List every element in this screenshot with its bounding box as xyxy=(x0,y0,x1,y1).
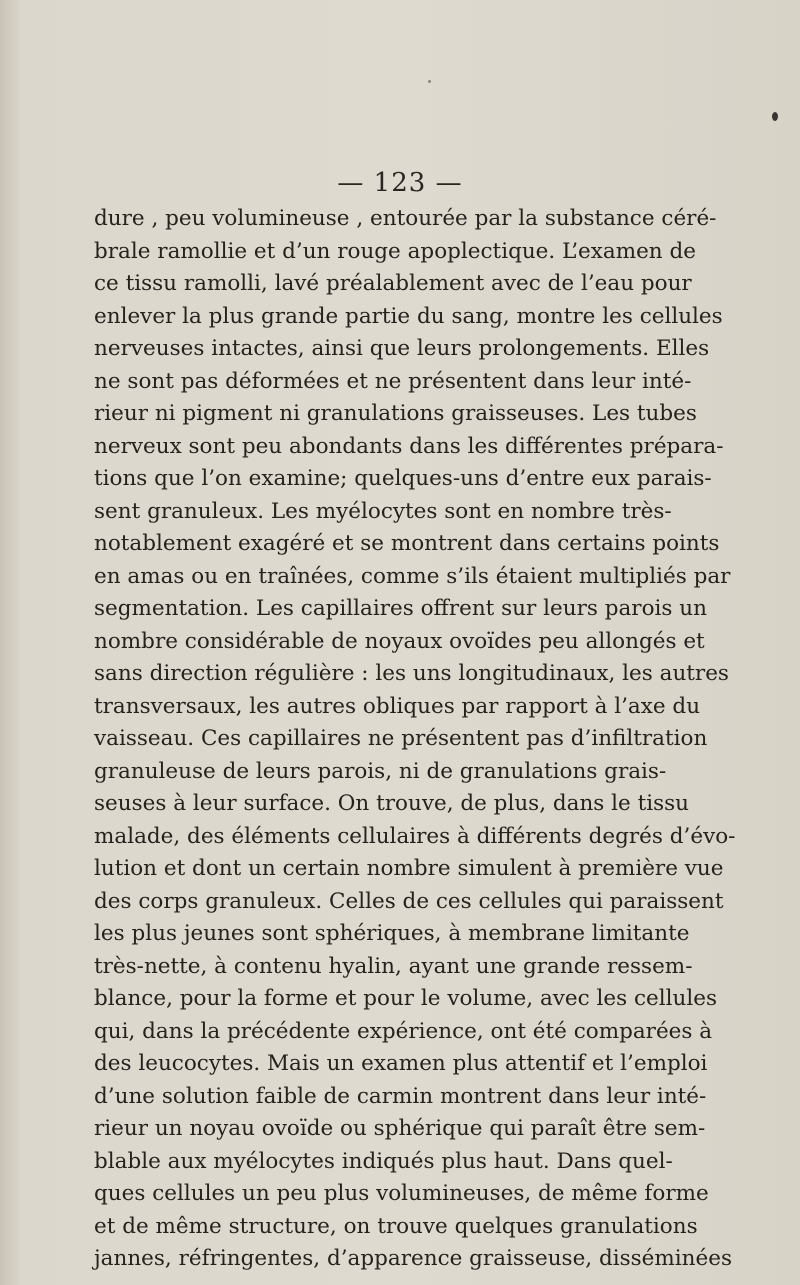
body-text xyxy=(94,203,736,1276)
text-line: segmentation. Les capillaires offrent sur leurs parois un xyxy=(94,596,707,621)
ink-speck xyxy=(772,112,778,121)
text-line: sent granuleux. Les myélocytes sont en nombre très- xyxy=(94,498,672,524)
text-line: granuleuse de leurs parois, ni de granulations grais- xyxy=(94,758,667,784)
text-line: transversaux, les autres obliques par rapport à l’axe du xyxy=(94,693,701,719)
text-line: dure , peu volumineuse , entourée par la substance céré- xyxy=(94,206,717,231)
text-line: brale ramollie et d’un rouge apoplectique. L’examen de xyxy=(94,238,696,264)
text-line: les plus jeunes sont sphériques, à membrane limitante xyxy=(94,921,690,946)
text-line: nerveux sont peu abondants dans les différentes prépara- xyxy=(94,433,724,459)
text-line: sans direction régulière : les uns longitudinaux, les autres xyxy=(94,661,729,686)
text-line: lution et dont un certain nombre simulent à première vue xyxy=(94,856,724,881)
text-line: très-nette, à contenu hyalin, ayant une grande ressem- xyxy=(94,953,693,979)
text-line: enlever la plus grande partie du sang, montre les cellules xyxy=(94,303,723,329)
text-line: blance, pour la forme et pour le volume, avec les cellules xyxy=(94,986,717,1011)
text-line: seuses à leur surface. On trouve, de plus, dans le tissu xyxy=(94,791,690,816)
text-line: notablement exagéré et se montrent dans certains points xyxy=(94,531,720,556)
text-line: ce tissu ramolli, lavé préalablement avec de l’eau pour xyxy=(94,271,692,296)
text-line: des leucocytes. Mais un examen plus attentif et l’emploi xyxy=(94,1051,708,1076)
text-line: tions que l’on examine; quelques-uns d’entre eux parais- xyxy=(94,466,712,491)
ink-speck xyxy=(428,80,431,83)
text-line: vaisseau. Ces capillaires ne présentent pas d’infiltration xyxy=(94,726,708,751)
text-line: ne sont pas déformées et ne présentent dans leur inté- xyxy=(94,368,692,394)
text-line: blable aux myélocytes indiqués plus haut. Dans quel- xyxy=(94,1148,673,1174)
text-line: et de même structure, on trouve quelques granulations xyxy=(94,1213,698,1239)
text-line: nombre considérable de noyaux ovoïdes peu allongés et xyxy=(94,628,705,654)
text-line: d’une solution faible de carmin montrent dans leur inté- xyxy=(94,1083,707,1109)
text-line: jannes, réfringentes, d’apparence graisseuse, disséminées xyxy=(94,1246,732,1271)
text-line: qui, dans la précédente expérience, ont été comparées à xyxy=(94,1018,713,1044)
text-line: rieur un noyau ovoïde ou sphérique qui paraît être sem- xyxy=(94,1116,706,1141)
text-line: des corps granuleux. Celles de ces cellules qui paraissent xyxy=(94,888,724,914)
page-number: — 123 — xyxy=(337,168,463,198)
text-line: malade, des éléments cellulaires à différents degrés d’évo- xyxy=(94,823,736,849)
text-line: rieur ni pigment ni granulations graisseuses. Les tubes xyxy=(94,401,697,426)
text-line: en amas ou en traînées, comme s’ils étaient multipliés par xyxy=(94,563,731,589)
text-line: ques cellules un peu plus volumineuses, de même forme xyxy=(94,1181,709,1206)
text-line: nerveuses intactes, ainsi que leurs prolongements. Elles xyxy=(94,336,710,361)
